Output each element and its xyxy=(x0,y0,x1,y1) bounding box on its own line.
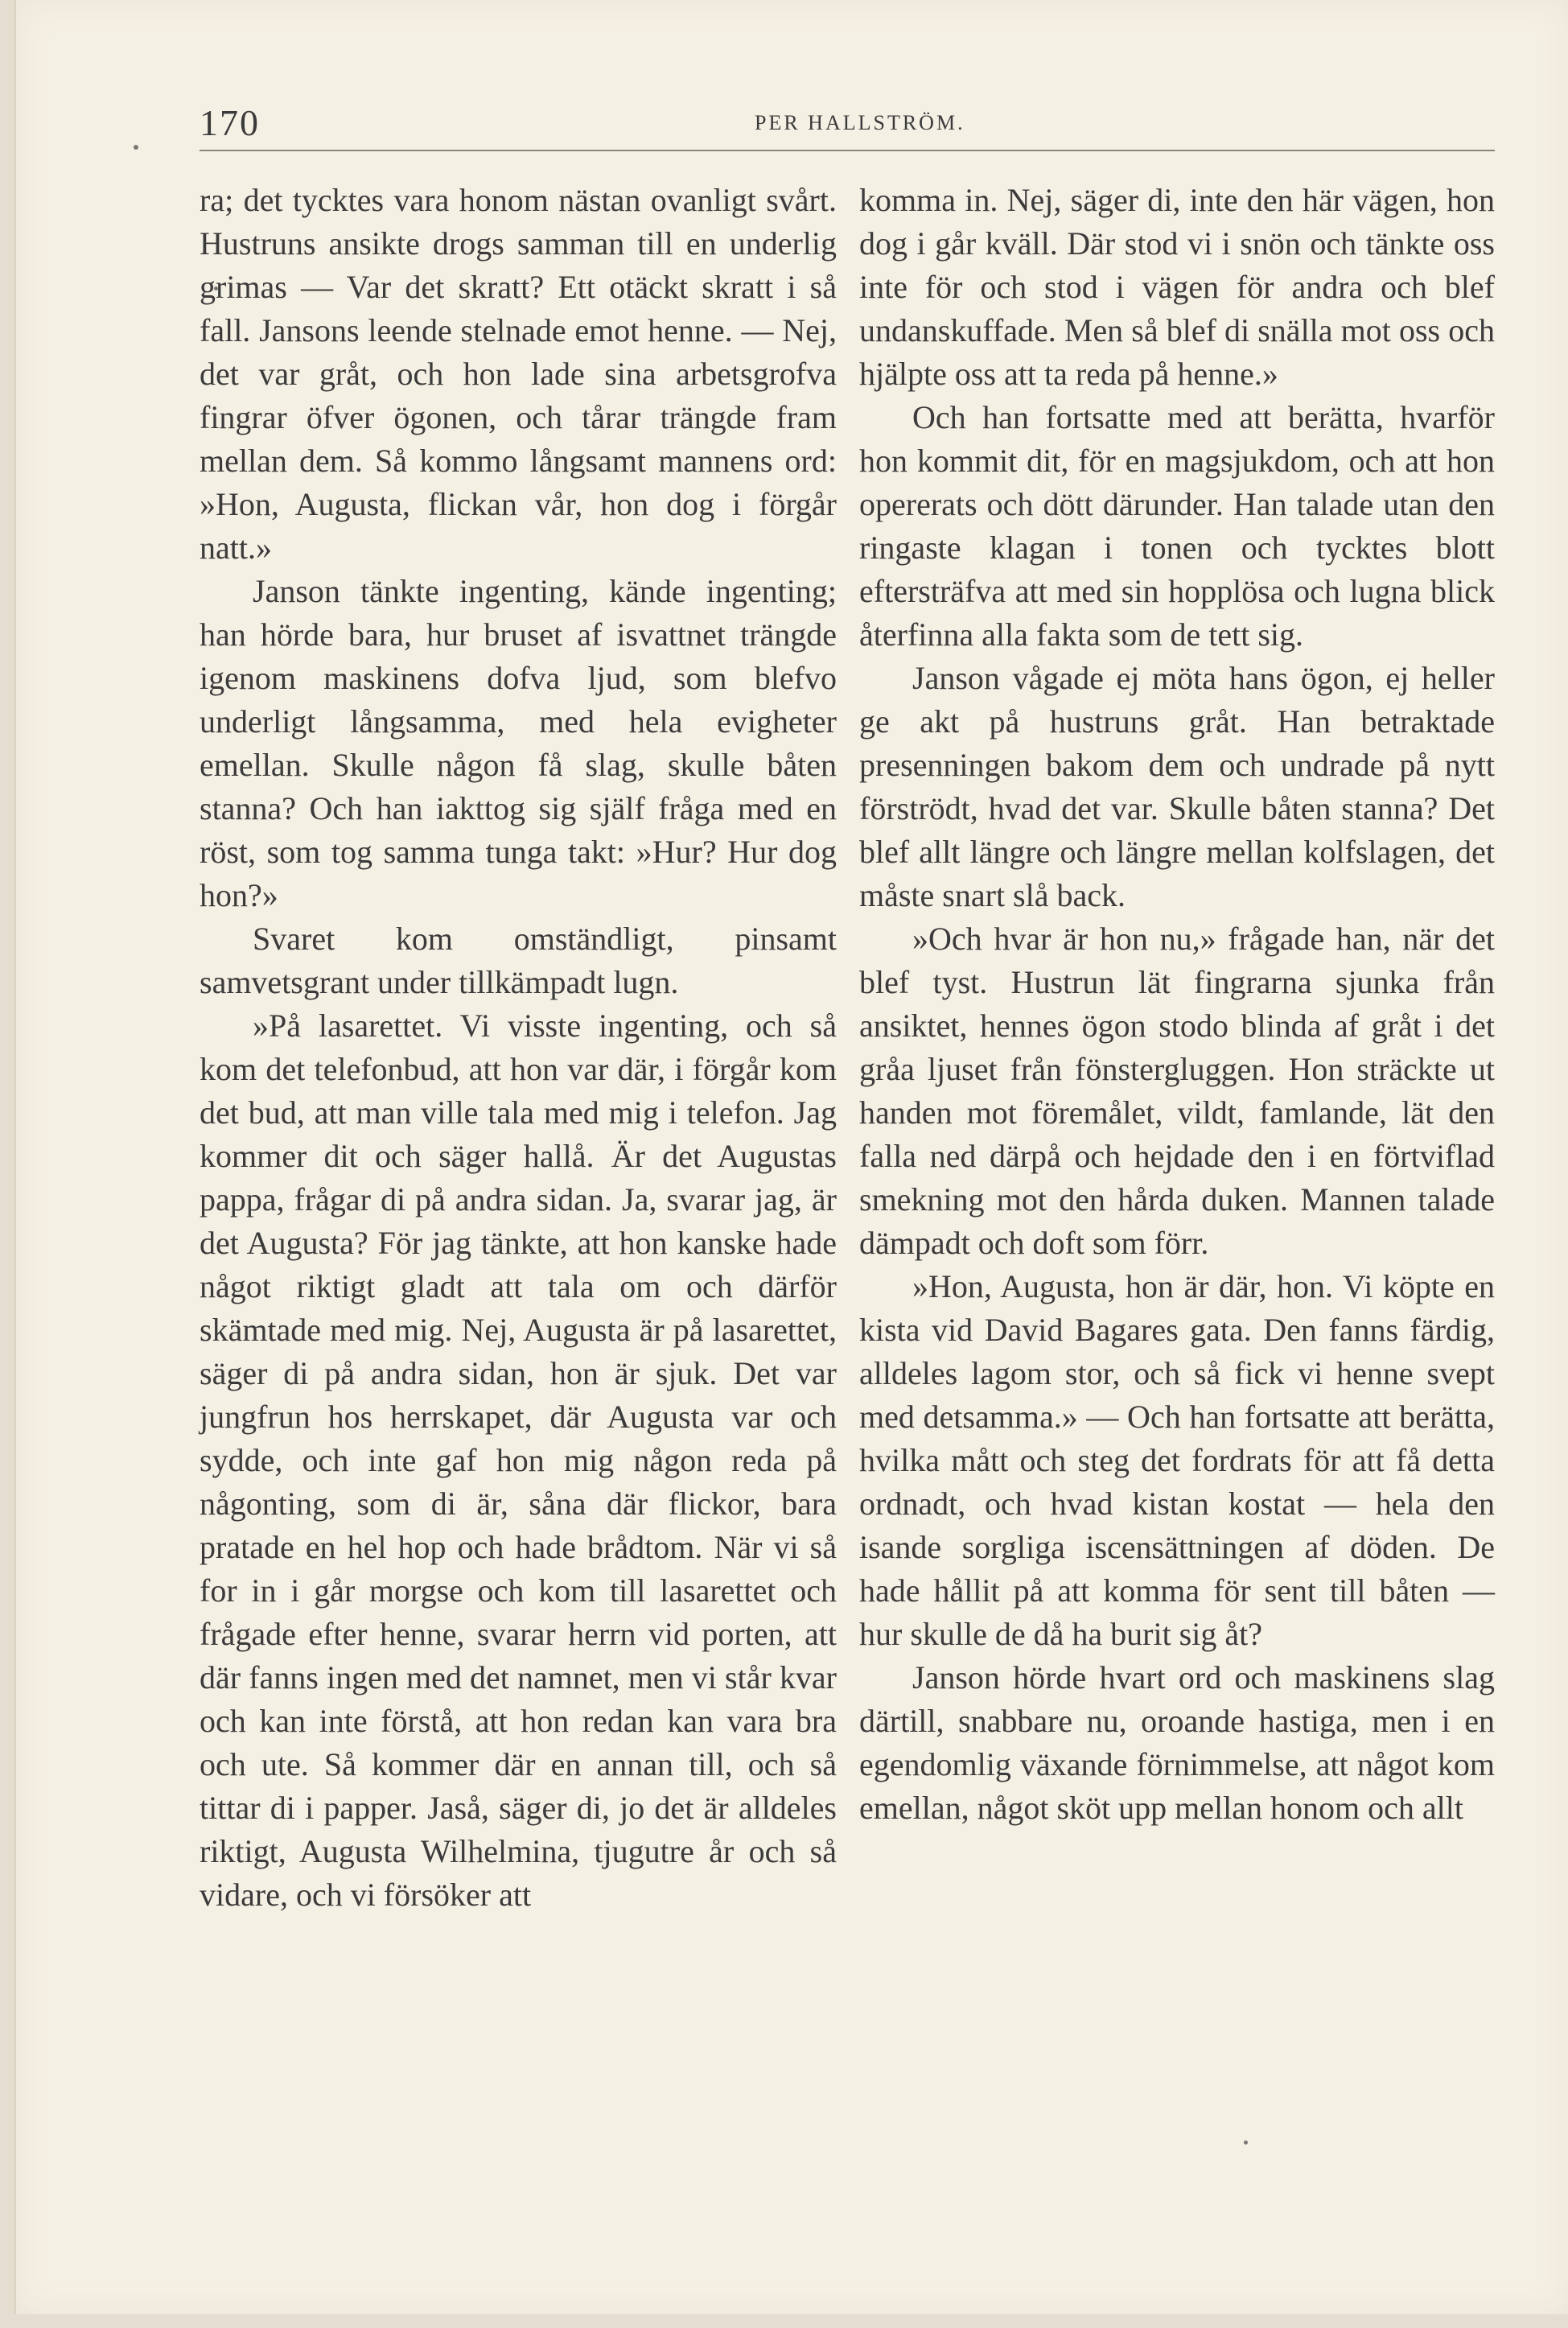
page-header xyxy=(200,101,1495,150)
right-column xyxy=(859,179,1495,1830)
paragraph: »Hon, Augusta, hon är där, hon. Vi köpte en kista vid David Bagares gata. Den fanns färdig, alldeles lagom stor, och så fick vi henne svept med detsamma.» — Och han fortsatte att berätta, hvilka mått och steg det fordrats för att få detta ordnadt, och hvad kistan kostat — hela den isande sorgliga iscensättningen af döden. De hade hållit på att komma för sent till båten — hur skulle de då ha burit sig åt? xyxy=(859,1268,1495,1652)
ink-speck xyxy=(134,145,138,150)
ink-speck xyxy=(1244,2141,1248,2145)
paragraph: »På lasarettet. Vi visste ingenting, och så kom det telefonbud, att hon var där, i förgår kom det bud, att man ville tala med mig i telefon. Jag kommer dit och säger hallå. Är det Augustas pappa, frågar di på andra sidan. Ja, svarar jag, är det Augusta? För jag tänkte, att hon kanske hade något riktigt gladt att tala om och därför skämtade med mig. Nej, Augusta är på lasarettet, säger di på andra sidan, hon är sjuk. Det var jungfrun hos herrskapet, där Augusta var och sydde, och inte gaf hon mig någon reda på någonting, som di är, såna där flickor, bara pratade en hel hop och hade brådtom. När vi så for in i går morgse och kom till lasarettet och frågade efter henne, svarar herrn vid porten, att där fanns ingen med det namnet, men vi står kvar och kan inte förstå, att hon redan kan vara bra och ute. Så kommer där en annan till, och så tittar di i papper. Jaså, säger di, jo det är alldeles riktigt, Augusta Wilhelmina, tjugutre år och så vidare, och vi försöker att xyxy=(200,1007,837,1913)
paragraph: komma in. Nej, säger di, inte den här vägen, hon dog i går kväll. Där stod vi i snön och tänkte oss inte för och stod i vägen för andra och blef undanskuffade. Men så blef di snälla mot oss och hjälpte oss att ta reda på henne.» xyxy=(859,182,1495,392)
paragraph: Svaret kom omständligt, pinsamt samvetsgrant under tillkämpadt lugn. xyxy=(200,921,837,1000)
paragraph: Och han fortsatte med att berätta, hvarför hon kommit dit, för en magsjukdom, och att hon opererats och dött därunder. Han talade utan den ringaste klagan i tonen och tycktes blott eftersträfva att med sin hopplösa och lugna blick återfinna alla fakta som de tett sig. xyxy=(859,399,1495,653)
header-rule xyxy=(200,150,1495,151)
paragraph: Janson vågade ej möta hans ögon, ej heller ge akt på hustruns gråt. Han betraktade presenningen bakom dem och undrade på nytt förströdt, hvad det var. Skulle båten stanna? Det blef allt längre och längre mellan kolfslagen, det måste snart slå back. xyxy=(859,660,1495,913)
paragraph: »Och hvar är hon nu,» frågade han, när det blef tyst. Hustrun lät fingrarna sjunka från ansiktet, hennes ögon stodo blinda af gråt i det gråa ljuset från fönstergluggen. Hon sträckte ut handen mot föremålet, vildt, famlande, lät den falla ned därpå och hejdade den i en förtviflad smekning mot den hårda duken. Mannen talade dämpadt och doft som förr. xyxy=(859,921,1495,1261)
left-column xyxy=(200,179,837,1917)
paragraph: ra; det tycktes vara honom nästan ovanligt svårt. Hustruns ansikte drogs samman till en underlig grimas — Var det skratt? Ett otäckt skratt i så fall. Jansons leende stelnade emot henne. — Nej, det var gråt, och hon lade sina arbetsgrofva fingrar öfver ögonen, och tårar trängde fram mellan dem. Så kommo långsamt mannens ord: »Hon, Augusta, flickan vår, hon dog i förgår natt.» xyxy=(200,182,837,566)
running-head: PER HALLSTRÖM. xyxy=(755,111,965,134)
paragraph: Janson tänkte ingenting, kände ingenting; han hörde bara, hur bruset af isvattnet trängde igenom maskinens dofva ljud, som blefvo underligt långsamma, med hela evigheter emellan. Skulle någon få slag, skulle båten stanna? Och han iakttog sig själf fråga med en röst, som tog samma tunga takt: »Hur? Hur dog hon?» xyxy=(200,573,837,913)
paragraph: Janson hörde hvart ord och maskinens slag därtill, snabbare nu, oroande hastiga, men i en egendomlig växande förnimmelse, att något kom emellan, något sköt upp mellan honom och allt xyxy=(859,1659,1495,1826)
page-number: 170 xyxy=(200,102,260,143)
